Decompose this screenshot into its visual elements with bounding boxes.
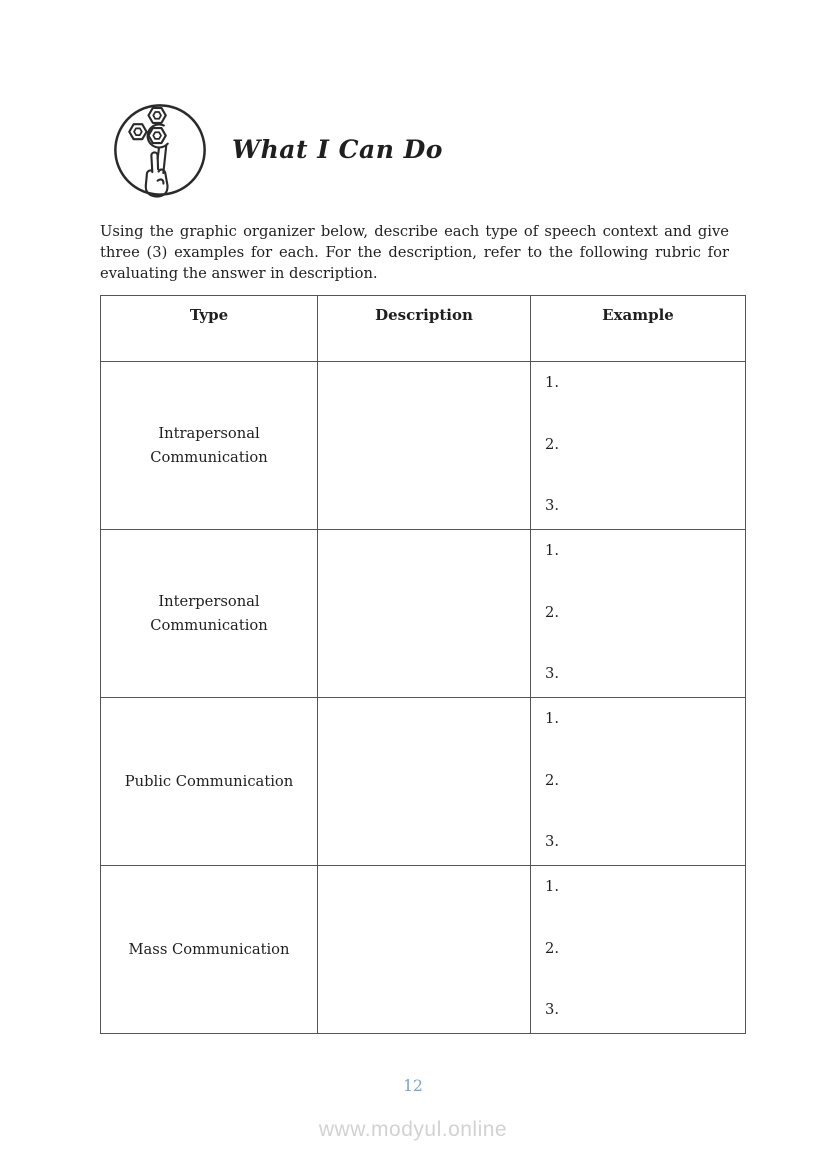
type-label: Public Communication [124, 772, 294, 790]
description-cell-blank [318, 530, 531, 698]
example-number: 2. [545, 603, 560, 621]
table-header-row [101, 296, 746, 362]
column-header-type: Type [101, 296, 318, 362]
table-row-public [101, 698, 746, 866]
example-number: 1. [545, 710, 560, 727]
column-header-example: Example [531, 296, 746, 362]
example-cell [531, 866, 746, 1034]
example-number: 3. [545, 1001, 560, 1018]
type-cell [101, 698, 318, 866]
example-cell [531, 698, 746, 866]
table-row-mass [101, 866, 746, 1034]
table-row-interpersonal [101, 530, 746, 698]
column-header-description: Description [318, 296, 531, 362]
graphic-organizer-table [100, 295, 746, 1034]
type-label: Intrapersonal Communication [150, 424, 268, 466]
example-number: 3. [545, 665, 560, 682]
example-number: 1. [545, 374, 560, 391]
type-cell [101, 530, 318, 698]
hand-wrench-icon [112, 99, 208, 199]
instructions-paragraph: Using the graphic organizer below, describe each type of speech context and give three (3) examples for each. For the description, refer to the following rubric for evaluating the answer in description. [100, 222, 729, 282]
type-cell [101, 866, 318, 1034]
description-cell-blank [318, 698, 531, 866]
example-number: 3. [545, 833, 560, 850]
page-number: 12 [403, 1077, 423, 1095]
example-cell [531, 362, 746, 530]
type-label: Interpersonal Communication [150, 592, 268, 634]
watermark-text: www.modyul.online [318, 1118, 508, 1141]
example-number: 3. [545, 497, 560, 514]
example-cell [531, 530, 746, 698]
description-cell-blank [318, 362, 531, 530]
type-label: Mass Communication [128, 940, 290, 958]
section-header [112, 99, 443, 199]
example-number: 1. [545, 542, 560, 559]
example-number: 1. [545, 878, 560, 895]
page-title: What I Can Do [232, 134, 443, 164]
example-number: 2. [545, 939, 560, 957]
type-cell [101, 362, 318, 530]
example-number: 2. [545, 435, 560, 453]
example-number: 2. [545, 771, 560, 789]
description-cell-blank [318, 866, 531, 1034]
table-row-intrapersonal [101, 362, 746, 530]
